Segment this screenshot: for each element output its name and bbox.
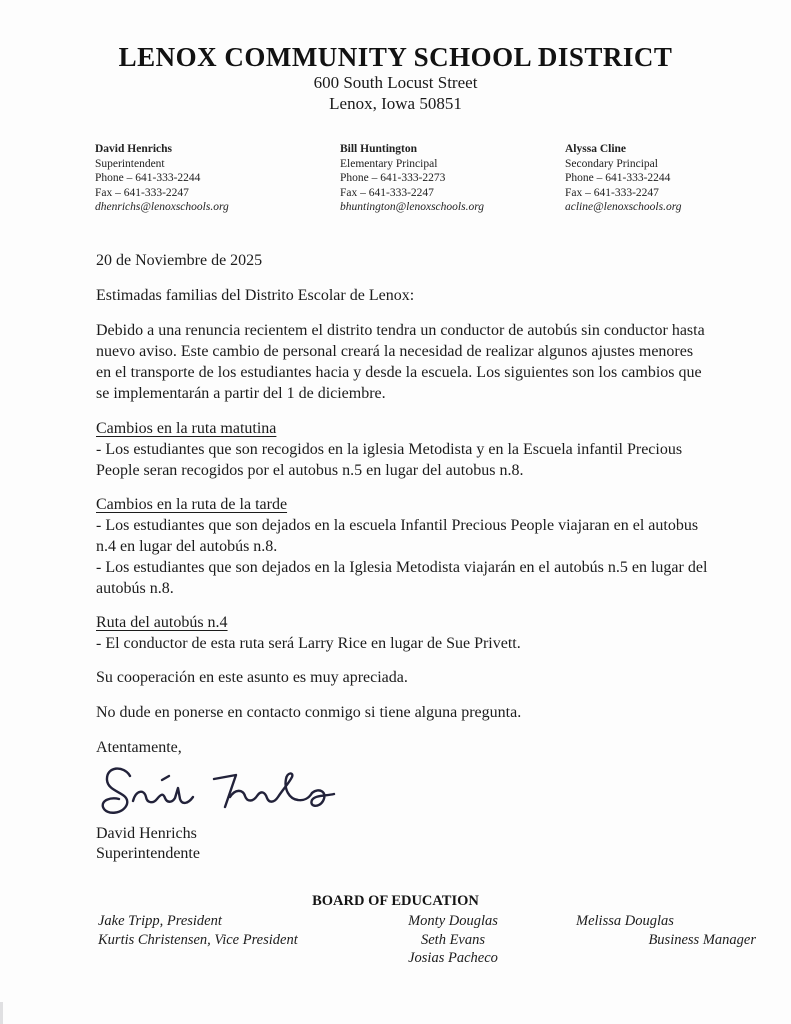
contact-name: Alyssa Cline [565, 143, 627, 155]
section-item: - Los estudiantes que son dejados en la Iglesia Metodista viajarán en el autobús n.5 en lugar del autobús n.8. [96, 559, 708, 597]
contact-title: Elementary Principal [340, 157, 438, 170]
signature-ink-icon [96, 760, 346, 822]
contact-fax: Fax – 641-333-2247 [340, 186, 434, 199]
contact-fax: Fax – 641-333-2247 [565, 186, 659, 199]
contact-title: Superintendent [95, 157, 165, 170]
board-left-column [0, 912, 358, 968]
contact-phone: Phone – 641-333-2244 [565, 172, 671, 184]
handwritten-signature [96, 760, 710, 822]
board-member-title: Business Manager [648, 931, 756, 948]
section-item: - El conductor de esta ruta será Larry Rice en lugar de Sue Privett. [96, 635, 521, 652]
board-right-column [548, 912, 756, 968]
board-member: Melissa Douglas [576, 913, 674, 929]
section-heading: Ruta del autobús n.4 [96, 614, 228, 631]
valediction: Atentamente, [96, 739, 182, 756]
section-heading: Cambios en la ruta matutina [96, 420, 277, 437]
scan-edge-artifact [0, 1002, 3, 1024]
board-of-education [0, 892, 791, 968]
section-item: - Los estudiantes que son dejados en la escuela Infantil Precious People viajaran en el autobus n.4 en lugar del autobús n.8. [96, 517, 699, 555]
signer-name: David Henrichs [96, 825, 197, 842]
contact-name: Bill Huntington [340, 143, 418, 155]
board-columns [0, 912, 791, 968]
contact-secondary-principal [565, 142, 720, 215]
contact-name: David Henrichs [95, 143, 172, 155]
contact-email: bhuntington@lenoxschools.org [340, 201, 484, 213]
section-item: - Los estudiantes que son recogidos en la iglesia Metodista y en la Escuela infantil Precious People seran recogidos por el autobus n.5 en lugar del autobus n.8. [96, 441, 683, 479]
section-bus4-route [96, 612, 710, 654]
section-heading: Cambios en la ruta de la tarde [96, 496, 288, 513]
board-member: Jake Tripp, President [98, 913, 222, 929]
district-title: LENOX COMMUNITY SCHOOL DISTRICT [118, 42, 673, 72]
contact-fax: Fax – 641-333-2247 [95, 186, 189, 199]
section-afternoon-route [96, 494, 710, 599]
letter-date: 20 de Noviembre de 2025 [96, 252, 263, 269]
contact-phone: Phone – 641-333-2273 [340, 172, 446, 184]
board-member: Seth Evans [420, 931, 486, 948]
signer-title: Superintendente [96, 845, 200, 862]
city-state-zip: Lenox, Iowa 50851 [329, 94, 462, 113]
salutation: Estimadas familias del Distrito Escolar de Lenox: [96, 287, 415, 304]
section-morning-route [96, 418, 710, 481]
board-member: Monty Douglas [408, 913, 498, 929]
board-member: Josias Pacheco [408, 950, 498, 966]
contact-columns [95, 142, 720, 215]
board-member: Kurtis Christensen, Vice President [98, 931, 298, 948]
contact-email: dhenrichs@lenoxschools.org [95, 201, 229, 213]
closing-line: Su cooperación en este asunto es muy apreciada. [96, 669, 408, 686]
contact-phone: Phone – 641-333-2244 [95, 172, 201, 184]
closing-line: No dude en ponerse en contacto conmigo si tiene alguna pregunta. [96, 704, 522, 721]
contact-email: acline@lenoxschools.org [565, 201, 682, 213]
letter-body [96, 250, 710, 864]
board-heading: BOARD OF EDUCATION [312, 893, 479, 909]
letterhead [0, 42, 791, 114]
street-address: 600 South Locust Street [313, 73, 478, 92]
board-center-column [358, 912, 548, 968]
contact-superintendent [95, 142, 340, 215]
contact-elementary-principal [340, 142, 565, 215]
contact-title: Secondary Principal [565, 157, 658, 170]
intro-paragraph: Debido a una renuncia recientem el distrito tendra un conductor de autobús sin conductor hasta nuevo aviso. Este cambio de personal creará la necesidad de realizar algunos ajustes menores en el transporte de los estudiantes hacia y desde la escuela. Los siguientes son los cambios que se implementarán a partir del 1 de diciembre. [96, 322, 705, 402]
